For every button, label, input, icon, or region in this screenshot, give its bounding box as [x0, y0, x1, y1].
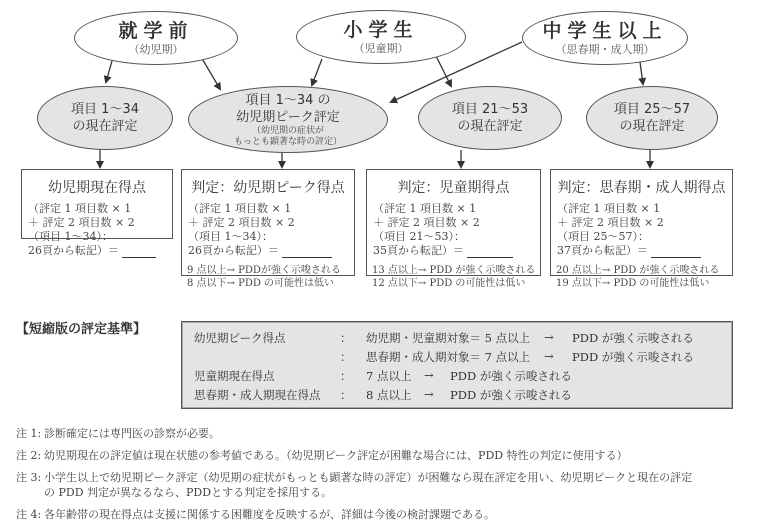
- score-box-early-childhood-peak: [181, 169, 355, 289]
- node-line: 項目 25～57: [613, 102, 691, 117]
- formula-line: （項目 25～57）：: [557, 230, 649, 243]
- formula-line: （評定 1 項目数 × 1: [188, 202, 292, 215]
- arrow-icon: →: [544, 330, 554, 344]
- node-subtitle: （幼児期）: [128, 42, 184, 56]
- node-early-childhood-peak: [188, 86, 388, 153]
- node-line: の現在評定: [619, 119, 685, 134]
- node-current-rating-25-57: [586, 86, 718, 150]
- footnote-text: 小学生以上で幼児期ピーク評定（幼児期の症状がもっとも顕著な時の評定）が困難なら現在評定を用い、幼児期ピークと現在の評定の PDD 判定が異なるなら、PDDとする判定を採用する。: [44, 471, 693, 499]
- arrow-icon: →: [424, 368, 434, 382]
- node-line: 項目 21～53: [451, 102, 529, 117]
- formula-line: 35頁から転記）＝: [373, 244, 464, 257]
- node-subtitle: （思春期・成人期）: [555, 42, 655, 56]
- criteria-result: PDD が強く示唆される: [450, 369, 572, 383]
- formula-line: （項目 21～53）：: [373, 230, 465, 243]
- judgement-criteria: [372, 264, 540, 290]
- footnote-number: 注 3:: [16, 471, 42, 484]
- formula-line: ＋ 評定 2 項目数 × 2: [373, 216, 480, 229]
- footnote-number: 注 1:: [16, 427, 42, 440]
- node-elementary: [296, 10, 466, 64]
- node-line: 項目 1～34 の: [245, 92, 331, 108]
- short-criteria-box: [181, 321, 733, 409]
- arrow-icon: →: [424, 387, 434, 401]
- criteria-target: 8 点以上: [366, 388, 412, 402]
- footnote-text: 診断確定には専門医の診察が必要。: [44, 427, 220, 440]
- score-blank: [282, 257, 332, 258]
- formula-line: ＋ 評定 2 項目数 × 2: [557, 216, 664, 229]
- criteria-result: PDD が強く示唆される: [572, 350, 694, 364]
- score-formula: [557, 202, 732, 258]
- formula-line: 26頁から転記）＝: [28, 244, 119, 257]
- formula-line: （評定 1 項目数 × 1: [557, 202, 661, 215]
- formula-line: 26頁から転記）＝: [188, 244, 279, 257]
- footnote: [16, 448, 756, 463]
- node-title: 中学生以上: [542, 19, 668, 42]
- judgement-line: 19 点以下→ PDD の可能性は低い: [556, 278, 710, 289]
- footnote-number: 注 2:: [16, 449, 42, 462]
- criteria-colon: ：: [340, 388, 352, 402]
- footnote-text: 幼児期現在の評定値は現在状態の参考値である。（幼児期ピーク評定が困難な場合には、PDD 特性の判定に使用する）: [44, 449, 628, 462]
- footnote-text: 各年齢帯の現在得点は支援に関係する困難度を反映するが、詳細は今後の検討課題である。: [44, 508, 495, 521]
- node-note: （幼児期の症状が: [251, 125, 324, 136]
- criteria-name: 幼児期ピーク得点: [194, 331, 286, 345]
- formula-line: （項目 1～34）：: [188, 230, 273, 243]
- judgement-criteria: [187, 264, 354, 290]
- formula-line: （評定 1 項目数 × 1: [373, 202, 477, 215]
- box-title: 幼児期現在得点: [48, 180, 146, 196]
- judgement-line: 8 点以下→ PDD の可能性は低い: [187, 278, 335, 289]
- score-box-childhood: [366, 169, 541, 289]
- criteria-result: PDD が強く示唆される: [572, 331, 694, 345]
- judgement-criteria: [556, 264, 732, 290]
- score-formula: [28, 202, 172, 258]
- footnote: [16, 470, 756, 500]
- formula-line: ＋ 評定 2 項目数 × 2: [188, 216, 295, 229]
- node-line: の現在評定: [457, 119, 523, 134]
- judgement-line: 20 点以上→ PDD が強く示唆される: [556, 265, 720, 276]
- criteria-colon: ：: [340, 369, 352, 383]
- score-box-early-childhood-current: [21, 169, 173, 257]
- box-title: 判定：児童期得点: [397, 180, 510, 196]
- criteria-target: 思春期・成人期対象＝ 7 点以上: [366, 350, 531, 364]
- node-title: 小学生: [343, 18, 419, 41]
- formula-line: （項目 1～34）：: [28, 230, 113, 243]
- criteria-result: PDD が強く示唆される: [450, 388, 572, 402]
- box-title: 判定：幼児期ピーク得点: [191, 180, 345, 196]
- box-title: 判定：思春期・成人期得点: [557, 180, 726, 196]
- criteria-colon: ：: [340, 331, 352, 345]
- node-current-rating-1-34: [37, 86, 173, 150]
- node-preschool: [74, 11, 238, 65]
- footnote: [16, 507, 756, 522]
- node-line: の現在評定: [72, 119, 138, 134]
- score-box-adolescence-adulthood: [550, 169, 733, 289]
- judgement-line: 9 点以上→ PDDが強く示唆される: [187, 265, 341, 276]
- footnotes: [16, 426, 756, 529]
- formula-line: ＋ 評定 2 項目数 × 2: [28, 216, 135, 229]
- score-blank: [122, 257, 156, 258]
- criteria-name: 児童期現在得点: [194, 369, 275, 383]
- node-junior-high-and-above: [522, 11, 688, 65]
- criteria-colon: ：: [340, 350, 352, 364]
- score-blank: [467, 257, 513, 258]
- node-current-rating-21-53: [418, 86, 562, 150]
- footnote-number: 注 4:: [16, 508, 42, 521]
- score-formula: [373, 202, 540, 258]
- node-title: 就学前: [118, 19, 194, 42]
- judgement-line: 12 点以下→ PDD の可能性は低い: [372, 278, 526, 289]
- judgement-line: 13 点以上→ PDD が強く示唆される: [372, 265, 536, 276]
- criteria-name: 思春期・成人期現在得点: [194, 388, 321, 402]
- criteria-target: 7 点以上: [366, 369, 412, 383]
- arrow-icon: →: [544, 349, 554, 363]
- score-blank: [651, 257, 701, 258]
- formula-line: 37頁から転記）＝: [557, 244, 648, 257]
- node-line: 項目 1～34: [71, 102, 139, 117]
- formula-line: （評定 1 項目数 × 1: [28, 202, 132, 215]
- short-criteria-label: 【短縮版の評定基準】: [16, 322, 147, 337]
- footnote: [16, 426, 756, 441]
- node-note: もっとも顕著な時の評定）: [233, 136, 342, 147]
- score-formula: [188, 202, 354, 258]
- node-subtitle: （児童期）: [353, 41, 409, 55]
- criteria-target: 幼児期・児童期対象＝ 5 点以上: [366, 331, 531, 345]
- node-line: 幼児期ピーク評定: [236, 109, 340, 125]
